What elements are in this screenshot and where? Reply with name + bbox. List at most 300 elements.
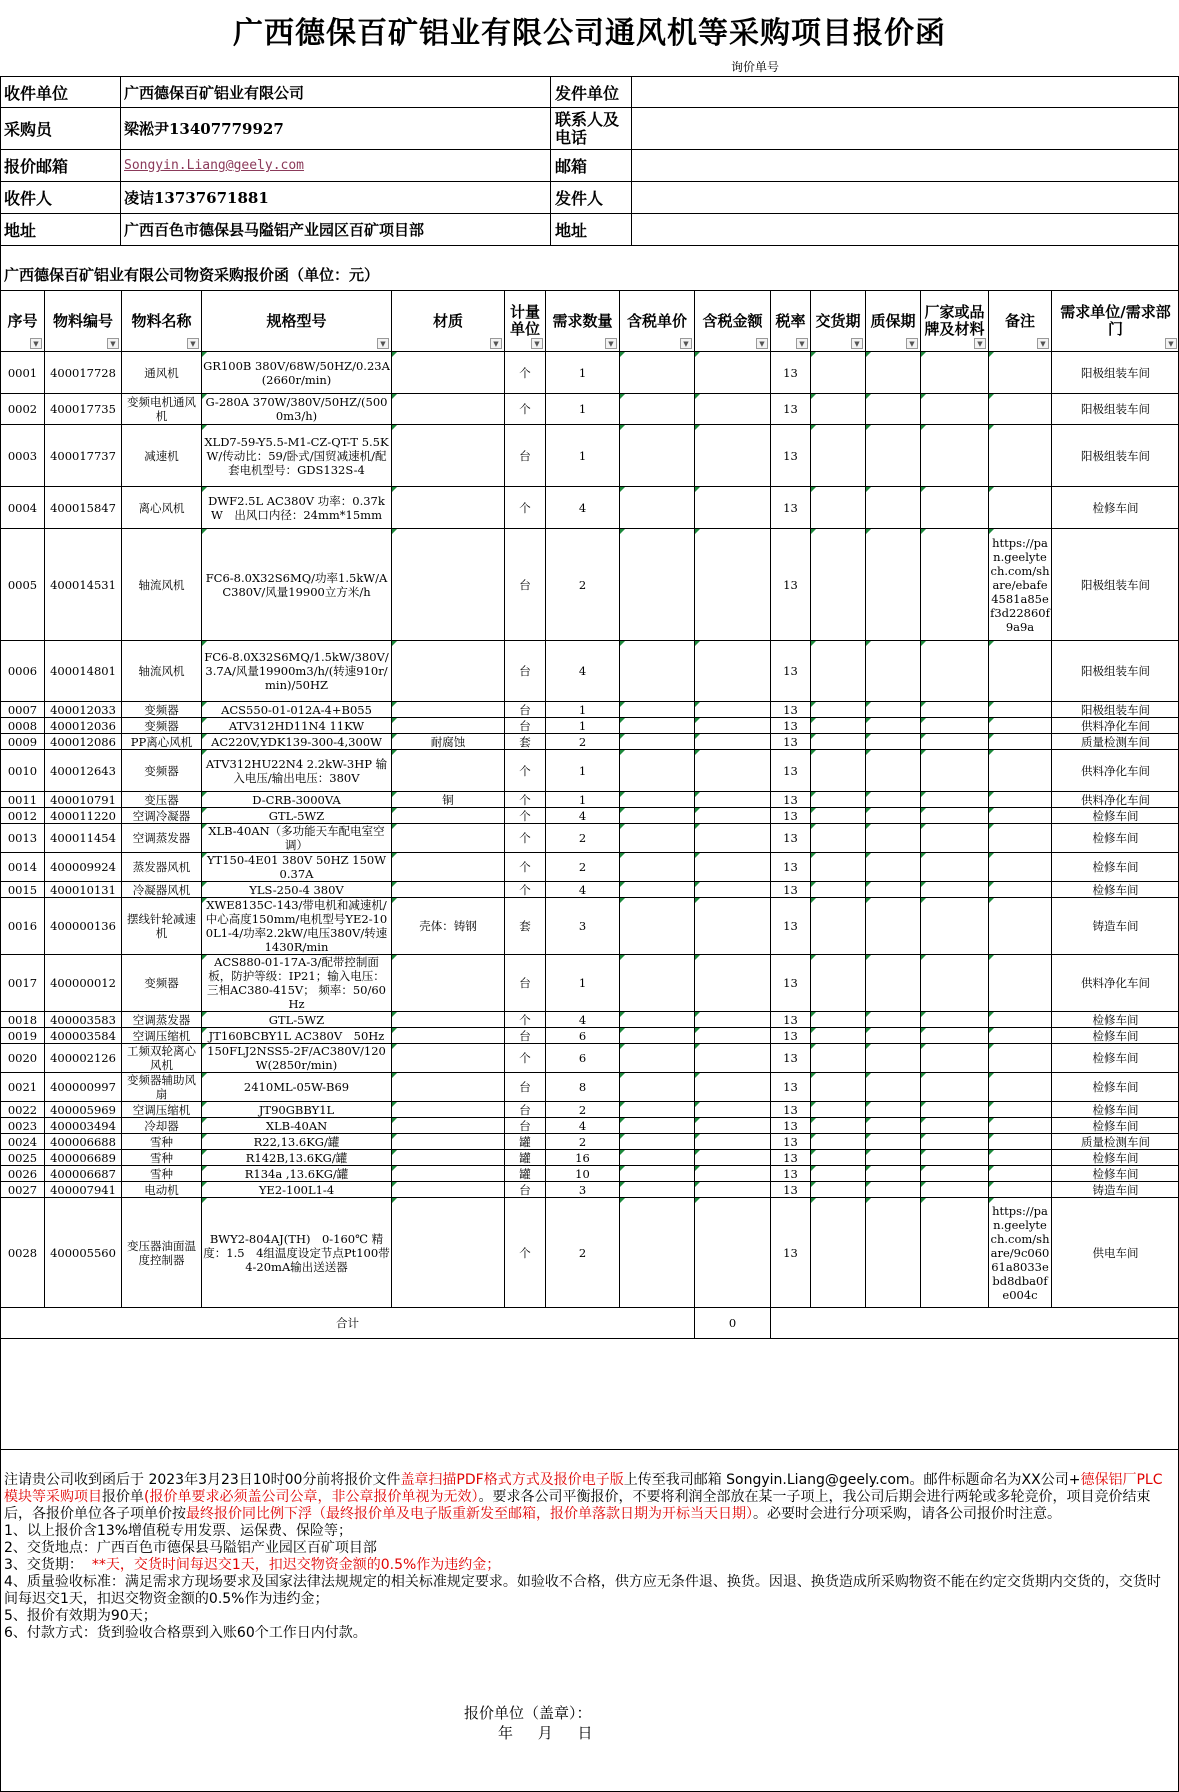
brand-cell[interactable]: [921, 750, 989, 792]
col-header[interactable]: 需求数量 ▼: [546, 291, 620, 352]
warranty-cell[interactable]: [866, 824, 921, 853]
filter-dropdown-icon[interactable]: ▼: [377, 338, 389, 349]
warranty-cell[interactable]: [866, 1198, 921, 1308]
col-header[interactable]: 序号 ▼: [1, 291, 45, 352]
unit-price-cell[interactable]: [620, 853, 695, 882]
delivery-cell[interactable]: [811, 529, 866, 641]
material-cell[interactable]: [392, 1073, 505, 1102]
brand-cell[interactable]: [921, 955, 989, 1012]
tax-rate-cell: 13: [771, 955, 811, 1012]
delivery-cell[interactable]: [811, 1118, 866, 1134]
col-header[interactable]: 含税单价 ▼: [620, 291, 695, 352]
spec-cell: GTL-5WZ: [202, 1012, 392, 1028]
remark-cell[interactable]: https://pan.geelytech.com/share/ebafe4581a85ef3d22860f9a9a: [989, 529, 1052, 641]
material-cell[interactable]: [392, 529, 505, 641]
amount-cell[interactable]: [695, 792, 771, 808]
unit-price-cell[interactable]: [620, 1102, 695, 1118]
remark-cell[interactable]: [989, 898, 1052, 955]
remark-cell[interactable]: [989, 425, 1052, 487]
unit-price-cell[interactable]: [620, 1166, 695, 1182]
spec-cell: XLD7-59-Y5.5-M1-CZ-QT-T 5.5KW/传动比：59/卧式/国贸减速机/配套电机型号：GDS132S-4: [202, 425, 392, 487]
delivery-cell[interactable]: [811, 1102, 866, 1118]
material-cell[interactable]: [392, 718, 505, 734]
delivery-cell[interactable]: [811, 898, 866, 955]
amount-cell[interactable]: [695, 702, 771, 718]
unit-price-cell[interactable]: [620, 792, 695, 808]
remark-cell[interactable]: [989, 792, 1052, 808]
material-cell[interactable]: [392, 1118, 505, 1134]
amount-cell[interactable]: [695, 898, 771, 955]
delivery-cell[interactable]: [811, 1182, 866, 1198]
brand-cell[interactable]: [921, 898, 989, 955]
row-no-cell: 0022: [1, 1102, 45, 1118]
brand-cell[interactable]: [921, 641, 989, 702]
remark-cell[interactable]: [989, 734, 1052, 750]
remark-cell[interactable]: [989, 853, 1052, 882]
filter-dropdown-icon[interactable]: ▼: [1165, 338, 1177, 349]
remark-cell[interactable]: [989, 1182, 1052, 1198]
tax-rate-cell: 13: [771, 898, 811, 955]
amount-cell[interactable]: [695, 529, 771, 641]
email-value[interactable]: [632, 150, 1179, 182]
delivery-cell[interactable]: [811, 734, 866, 750]
material-cell[interactable]: [392, 1134, 505, 1150]
address2-value[interactable]: [632, 214, 1179, 246]
spec-cell: ATV312HD11N4 11KW: [202, 718, 392, 734]
amount-cell[interactable]: [695, 352, 771, 394]
unit-price-cell[interactable]: [620, 808, 695, 824]
brand-cell[interactable]: [921, 1150, 989, 1166]
remark-cell[interactable]: [989, 1118, 1052, 1134]
remark-cell[interactable]: [989, 1044, 1052, 1073]
remark-cell[interactable]: [989, 394, 1052, 425]
brand-cell[interactable]: [921, 1166, 989, 1182]
remark-cell[interactable]: [989, 1102, 1052, 1118]
tax-rate-cell: 13: [771, 641, 811, 702]
material-cell[interactable]: [392, 882, 505, 898]
col-header[interactable]: 交货期 ▼: [811, 291, 866, 352]
delivery-cell[interactable]: [811, 792, 866, 808]
remark-cell[interactable]: [989, 955, 1052, 1012]
material-name-cell: 雪种: [122, 1166, 202, 1182]
warranty-cell[interactable]: [866, 702, 921, 718]
delivery-cell[interactable]: [811, 1150, 866, 1166]
filter-dropdown-icon[interactable]: ▼: [30, 338, 42, 349]
delivery-cell[interactable]: [811, 718, 866, 734]
material-name-cell: 变频器: [122, 750, 202, 792]
brand-cell[interactable]: [921, 1044, 989, 1073]
spec-cell: GTL-5WZ: [202, 808, 392, 824]
material-cell[interactable]: [392, 1044, 505, 1073]
delivery-cell[interactable]: [811, 1073, 866, 1102]
unit-price-cell[interactable]: [620, 882, 695, 898]
unit-price-cell[interactable]: [620, 487, 695, 529]
warranty-cell[interactable]: [866, 1073, 921, 1102]
unit-price-cell[interactable]: [620, 702, 695, 718]
material-cell[interactable]: 铜: [392, 792, 505, 808]
table-row: [1, 529, 1179, 641]
dept-cell: 检修车间: [1052, 1118, 1179, 1134]
unit-price-cell[interactable]: [620, 1012, 695, 1028]
warranty-cell[interactable]: [866, 1182, 921, 1198]
table-row: [1, 1198, 1179, 1308]
material-name-cell: 雪种: [122, 1134, 202, 1150]
amount-cell[interactable]: [695, 487, 771, 529]
col-header[interactable]: 计量单位 ▼: [505, 291, 546, 352]
row-no-cell: 0020: [1, 1044, 45, 1073]
quantity-cell: 4: [546, 1012, 620, 1028]
warranty-cell[interactable]: [866, 425, 921, 487]
brand-cell[interactable]: [921, 1118, 989, 1134]
delivery-cell[interactable]: [811, 487, 866, 529]
material-cell[interactable]: [392, 1012, 505, 1028]
col-header[interactable]: 规格型号 ▼: [202, 291, 392, 352]
row-no-cell: 0026: [1, 1166, 45, 1182]
amount-cell[interactable]: [695, 1182, 771, 1198]
unit-price-cell[interactable]: [620, 955, 695, 1012]
material-cell[interactable]: 壳体：铸钢: [392, 898, 505, 955]
brand-cell[interactable]: [921, 1073, 989, 1102]
delivery-cell[interactable]: [811, 808, 866, 824]
brand-cell[interactable]: [921, 824, 989, 853]
delivery-cell[interactable]: [811, 955, 866, 1012]
warranty-cell[interactable]: [866, 1150, 921, 1166]
warranty-cell[interactable]: [866, 394, 921, 425]
delivery-cell[interactable]: [811, 1198, 866, 1308]
material-cell[interactable]: [392, 1028, 505, 1044]
warranty-cell[interactable]: [866, 529, 921, 641]
unit-price-cell[interactable]: [620, 750, 695, 792]
brand-cell[interactable]: [921, 487, 989, 529]
table-row: [1, 853, 1179, 882]
amount-cell[interactable]: [695, 824, 771, 853]
remark-cell[interactable]: [989, 750, 1052, 792]
warranty-cell[interactable]: [866, 853, 921, 882]
receiver-unit-value[interactable]: 广西德保百矿铝业有限公司: [121, 77, 551, 108]
brand-cell[interactable]: [921, 853, 989, 882]
table-row: [1, 750, 1179, 792]
filter-dropdown-icon[interactable]: ▼: [680, 338, 692, 349]
brand-cell[interactable]: [921, 792, 989, 808]
row-no-cell: 0025: [1, 1150, 45, 1166]
delivery-cell[interactable]: [811, 824, 866, 853]
unit-cell: 个: [505, 1198, 546, 1308]
col-header[interactable]: 厂家或品牌及材料 ▼: [921, 291, 989, 352]
material-code-cell: 400011220: [45, 808, 122, 824]
remark-cell[interactable]: [989, 1012, 1052, 1028]
material-cell[interactable]: [392, 394, 505, 425]
brand-cell[interactable]: [921, 734, 989, 750]
col-header[interactable]: 物料编号 ▼: [45, 291, 122, 352]
warranty-cell[interactable]: [866, 750, 921, 792]
material-cell[interactable]: [392, 1102, 505, 1118]
unit-price-cell[interactable]: [620, 734, 695, 750]
table-row: [1, 1182, 1179, 1198]
unit-price-cell[interactable]: [620, 1198, 695, 1308]
terms-notes: [4, 1472, 1174, 1642]
warranty-cell[interactable]: [866, 352, 921, 394]
delivery-cell[interactable]: [811, 702, 866, 718]
buyer-value[interactable]: 梁淞尹13407779927: [121, 108, 551, 150]
delivery-cell[interactable]: [811, 750, 866, 792]
amount-cell[interactable]: [695, 1073, 771, 1102]
amount-cell[interactable]: [695, 882, 771, 898]
unit-price-cell[interactable]: [620, 1028, 695, 1044]
remark-cell[interactable]: [989, 352, 1052, 394]
unit-price-cell[interactable]: [620, 1150, 695, 1166]
col-header[interactable]: 税率 ▼: [771, 291, 811, 352]
brand-cell[interactable]: [921, 808, 989, 824]
warranty-cell[interactable]: [866, 898, 921, 955]
remark-cell[interactable]: [989, 487, 1052, 529]
remark-cell[interactable]: [989, 718, 1052, 734]
remark-cell[interactable]: [989, 882, 1052, 898]
filter-dropdown-icon[interactable]: ▼: [605, 338, 617, 349]
dept-cell: 阳极组装车间: [1052, 702, 1179, 718]
warranty-cell[interactable]: [866, 1134, 921, 1150]
address-label: 地址: [0, 214, 121, 246]
unit-price-cell[interactable]: [620, 1182, 695, 1198]
spec-cell: FC6-8.0X32S6MQ/1.5kW/380V/3.7A/风量19900m3/h/(转速910r/min)/50HZ: [202, 641, 392, 702]
brand-cell[interactable]: [921, 718, 989, 734]
unit-price-cell[interactable]: [620, 1118, 695, 1134]
col-header[interactable]: 含税金额 ▼: [695, 291, 771, 352]
quantity-cell: 10: [546, 1166, 620, 1182]
brand-cell[interactable]: [921, 425, 989, 487]
material-cell[interactable]: [392, 1150, 505, 1166]
unit-price-cell[interactable]: [620, 394, 695, 425]
receiver-unit-label: 收件单位: [0, 77, 121, 108]
amount-cell[interactable]: [695, 1198, 771, 1308]
delivery-cell[interactable]: [811, 641, 866, 702]
unit-price-cell[interactable]: [620, 1044, 695, 1073]
warranty-cell[interactable]: [866, 1028, 921, 1044]
warranty-cell[interactable]: [866, 718, 921, 734]
filter-dropdown-icon[interactable]: ▼: [796, 338, 808, 349]
unit-cell: 个: [505, 882, 546, 898]
unit-price-cell[interactable]: [620, 1134, 695, 1150]
col-header[interactable]: 需求单位/需求部门 ▼: [1052, 291, 1179, 352]
quantity-cell: 1: [546, 718, 620, 734]
dept-cell: 供电车间: [1052, 1198, 1179, 1308]
amount-cell[interactable]: [695, 425, 771, 487]
row-no-cell: 0009: [1, 734, 45, 750]
delivery-cell[interactable]: [811, 1134, 866, 1150]
quantity-cell: 2: [546, 824, 620, 853]
amount-cell[interactable]: [695, 734, 771, 750]
note-line-6: 6、付款方式：货到验收合格票到入账60个工作日内付款。: [4, 1625, 367, 1641]
amount-cell[interactable]: [695, 1134, 771, 1150]
unit-price-cell[interactable]: [620, 529, 695, 641]
unit-price-cell[interactable]: [620, 824, 695, 853]
material-cell[interactable]: [392, 1182, 505, 1198]
address-value[interactable]: 广西百色市德保县马隘铝产业园区百矿项目部: [121, 214, 551, 246]
table-header-row: [1, 291, 1179, 352]
warranty-cell[interactable]: [866, 1012, 921, 1028]
filter-dropdown-icon[interactable]: ▼: [531, 338, 543, 349]
filter-dropdown-icon[interactable]: ▼: [756, 338, 768, 349]
warranty-cell[interactable]: [866, 1102, 921, 1118]
unit-price-cell[interactable]: [620, 641, 695, 702]
tax-rate-cell: 13: [771, 882, 811, 898]
unit-cell: 罐: [505, 1150, 546, 1166]
delivery-cell[interactable]: [811, 1028, 866, 1044]
brand-cell[interactable]: [921, 1012, 989, 1028]
row-no-cell: 0017: [1, 955, 45, 1012]
filter-dropdown-icon[interactable]: ▼: [1037, 338, 1049, 349]
brand-cell[interactable]: [921, 702, 989, 718]
col-header[interactable]: 备注 ▼: [989, 291, 1052, 352]
warranty-cell[interactable]: [866, 641, 921, 702]
material-cell[interactable]: [392, 853, 505, 882]
material-name-cell: 通风机: [122, 352, 202, 394]
delivery-cell[interactable]: [811, 1012, 866, 1028]
warranty-cell[interactable]: [866, 1118, 921, 1134]
dept-cell: 检修车间: [1052, 882, 1179, 898]
dept-cell: 阳极组装车间: [1052, 641, 1179, 702]
delivery-cell[interactable]: [811, 853, 866, 882]
material-cell[interactable]: 耐腐蚀: [392, 734, 505, 750]
quote-email-link[interactable]: Songyin.Liang@geely.com: [124, 158, 305, 173]
spec-cell: YE2-100L1-4: [202, 1182, 392, 1198]
tax-rate-cell: 13: [771, 1012, 811, 1028]
brand-cell[interactable]: [921, 529, 989, 641]
remark-cell[interactable]: [989, 1134, 1052, 1150]
remark-cell[interactable]: [989, 641, 1052, 702]
material-cell[interactable]: [392, 1198, 505, 1308]
brand-cell[interactable]: [921, 1182, 989, 1198]
amount-cell[interactable]: [695, 1150, 771, 1166]
warranty-cell[interactable]: [866, 882, 921, 898]
brand-cell[interactable]: [921, 352, 989, 394]
remark-cell[interactable]: https://pan.geelytech.com/share/9c06061a8033ebd8dba0fe004c: [989, 1198, 1052, 1308]
quantity-cell: 1: [546, 394, 620, 425]
unit-cell: 台: [505, 1118, 546, 1134]
amount-cell[interactable]: [695, 718, 771, 734]
remark-cell[interactable]: [989, 1028, 1052, 1044]
delivery-cell[interactable]: [811, 882, 866, 898]
amount-cell[interactable]: [695, 1012, 771, 1028]
material-cell[interactable]: [392, 824, 505, 853]
warranty-cell[interactable]: [866, 955, 921, 1012]
material-cell[interactable]: [392, 702, 505, 718]
material-code-cell: 400009924: [45, 853, 122, 882]
filter-dropdown-icon[interactable]: ▼: [107, 338, 119, 349]
filter-dropdown-icon[interactable]: ▼: [906, 338, 918, 349]
material-code-cell: 400017735: [45, 394, 122, 425]
amount-cell[interactable]: [695, 1118, 771, 1134]
delivery-cell[interactable]: [811, 425, 866, 487]
brand-cell[interactable]: [921, 1134, 989, 1150]
filter-dropdown-icon[interactable]: ▼: [851, 338, 863, 349]
material-name-cell: 空调冷凝器: [122, 808, 202, 824]
warranty-cell[interactable]: [866, 1166, 921, 1182]
unit-price-cell[interactable]: [620, 898, 695, 955]
row-no-cell: 0023: [1, 1118, 45, 1134]
warranty-cell[interactable]: [866, 487, 921, 529]
delivery-cell[interactable]: [811, 394, 866, 425]
col-header[interactable]: 物料名称 ▼: [122, 291, 202, 352]
sender-value[interactable]: [632, 182, 1179, 214]
tax-rate-cell: 13: [771, 808, 811, 824]
filter-dropdown-icon[interactable]: ▼: [490, 338, 502, 349]
spec-cell: XLB-40AN: [202, 1118, 392, 1134]
dept-cell: 检修车间: [1052, 824, 1179, 853]
remark-cell[interactable]: [989, 702, 1052, 718]
material-cell[interactable]: [392, 425, 505, 487]
table-row: [1, 702, 1179, 718]
col-header[interactable]: 质保期 ▼: [866, 291, 921, 352]
quantity-cell: 4: [546, 1118, 620, 1134]
amount-cell[interactable]: [695, 1102, 771, 1118]
amount-cell[interactable]: [695, 955, 771, 1012]
material-cell[interactable]: [392, 955, 505, 1012]
remark-cell[interactable]: [989, 1166, 1052, 1182]
delivery-cell[interactable]: [811, 1166, 866, 1182]
quantity-cell: 1: [546, 750, 620, 792]
material-name-cell: 变频器: [122, 955, 202, 1012]
unit-price-cell[interactable]: [620, 1073, 695, 1102]
amount-cell[interactable]: [695, 641, 771, 702]
spec-cell: XWE8135C-143/带电机和减速机/中心高度150mm/电机型号YE2-100L1-4/功率2.2kW/电压380V/转速1430R/min: [202, 898, 392, 955]
delivery-cell[interactable]: [811, 352, 866, 394]
amount-cell[interactable]: [695, 1028, 771, 1044]
unit-price-cell[interactable]: [620, 352, 695, 394]
amount-cell[interactable]: [695, 1166, 771, 1182]
amount-cell[interactable]: [695, 750, 771, 792]
tax-rate-cell: 13: [771, 750, 811, 792]
brand-cell[interactable]: [921, 394, 989, 425]
col-header[interactable]: 材质 ▼: [392, 291, 505, 352]
delivery-cell[interactable]: [811, 1044, 866, 1073]
table-row: [1, 882, 1179, 898]
remark-cell[interactable]: [989, 1150, 1052, 1166]
remark-cell[interactable]: [989, 1073, 1052, 1102]
row-no-cell: 0028: [1, 1198, 45, 1308]
filter-dropdown-icon[interactable]: ▼: [974, 338, 986, 349]
contact-value[interactable]: [632, 108, 1179, 150]
material-cell[interactable]: [392, 808, 505, 824]
amount-cell[interactable]: [695, 394, 771, 425]
brand-cell[interactable]: [921, 1102, 989, 1118]
amount-cell[interactable]: [695, 853, 771, 882]
material-cell[interactable]: [392, 750, 505, 792]
recipient-value[interactable]: 凌诘13737671881: [121, 182, 551, 214]
material-name-cell: 空调压缩机: [122, 1102, 202, 1118]
brand-cell[interactable]: [921, 1028, 989, 1044]
brand-cell[interactable]: [921, 882, 989, 898]
tax-rate-cell: 13: [771, 487, 811, 529]
brand-cell[interactable]: [921, 1198, 989, 1308]
material-cell[interactable]: [392, 641, 505, 702]
unit-cell: 套: [505, 734, 546, 750]
remark-cell[interactable]: [989, 824, 1052, 853]
warranty-cell[interactable]: [866, 792, 921, 808]
unit-price-cell[interactable]: [620, 425, 695, 487]
material-cell[interactable]: [392, 1166, 505, 1182]
warranty-cell[interactable]: [866, 734, 921, 750]
material-cell[interactable]: [392, 352, 505, 394]
sender-unit-value[interactable]: [632, 77, 1179, 108]
remark-cell[interactable]: [989, 808, 1052, 824]
amount-cell[interactable]: [695, 1044, 771, 1073]
unit-price-cell[interactable]: [620, 718, 695, 734]
filter-dropdown-icon[interactable]: ▼: [187, 338, 199, 349]
warranty-cell[interactable]: [866, 808, 921, 824]
material-cell[interactable]: [392, 487, 505, 529]
warranty-cell[interactable]: [866, 1044, 921, 1073]
amount-cell[interactable]: [695, 808, 771, 824]
